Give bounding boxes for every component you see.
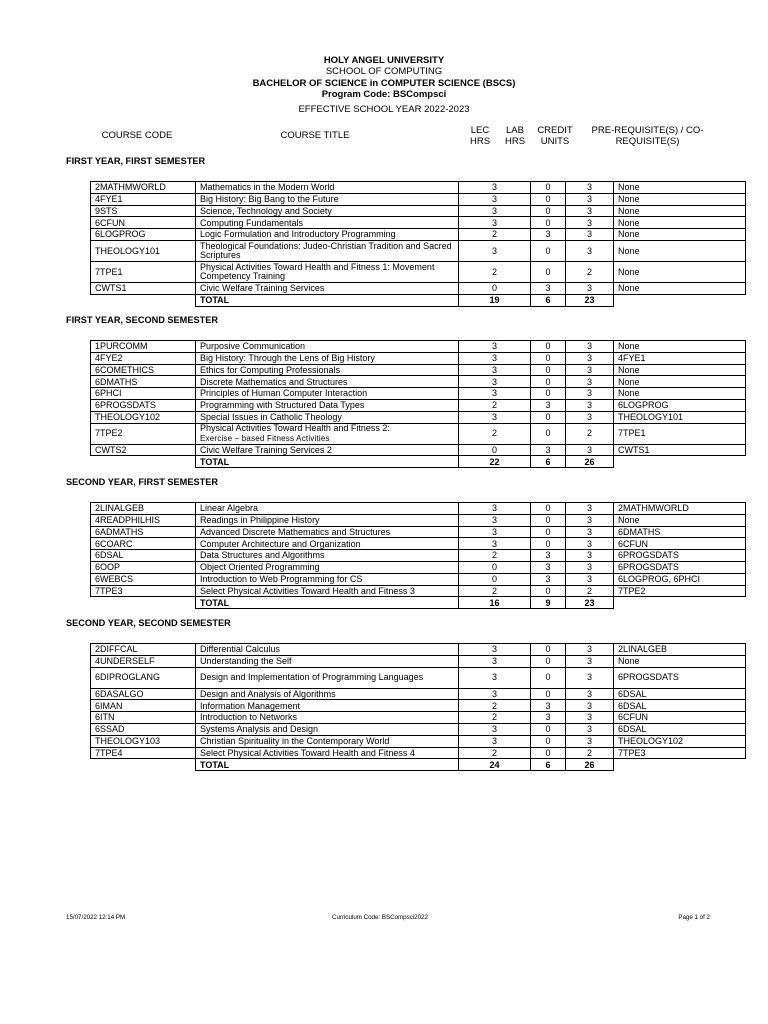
prerequisite: None (614, 655, 746, 667)
total-label: TOTAL (196, 456, 459, 468)
course-code: 6SSAD (91, 723, 196, 735)
total-row (91, 759, 746, 771)
course-title-main: Physical Activities Toward Health and Fitness 2: (200, 423, 390, 434)
course-title: Design and Analysis of Algorithms (196, 688, 459, 700)
prerequisite: 6DSAL (614, 723, 746, 735)
lab-hrs: 0 (531, 376, 566, 388)
course-title: Computer Architecture and Organization (196, 538, 459, 550)
course-title: Differential Calculus (196, 644, 459, 656)
total-units: 26 (566, 456, 614, 468)
course-row (91, 376, 746, 388)
lab-hrs: 0 (531, 352, 566, 364)
course-row (91, 667, 746, 688)
total-lab: 6 (531, 456, 566, 468)
course-code: 6LOGPROG (91, 229, 196, 241)
prerequisite: 6PROGSDATS (614, 550, 746, 562)
lec-hrs: 2 (459, 585, 531, 597)
lab-hrs: 0 (531, 261, 566, 282)
total-spacer (614, 294, 746, 306)
lab-hrs: 0 (531, 503, 566, 515)
credit-units: 3 (566, 217, 614, 229)
lab-hrs: 0 (531, 644, 566, 656)
course-row (91, 735, 746, 747)
credit-units: 3 (566, 282, 614, 294)
credit-units: 3 (566, 644, 614, 656)
course-title: Science, Technology and Society (196, 205, 459, 217)
course-row (91, 364, 746, 376)
course-row (91, 217, 746, 229)
footer-datetime: 15/07/2022 12:14 PM (66, 914, 126, 921)
lec-hrs: 3 (459, 352, 531, 364)
column-headers (0, 125, 768, 149)
lec-hrs: 0 (459, 573, 531, 585)
lab-hrs: 3 (531, 444, 566, 456)
course-row (91, 688, 746, 700)
course-table (90, 643, 746, 771)
semester-title: FIRST YEAR, FIRST SEMESTER (66, 156, 206, 166)
total-lec: 16 (459, 597, 531, 609)
lab-hrs: 3 (531, 573, 566, 585)
credit-units: 3 (566, 688, 614, 700)
course-title: Purposive Communication (196, 341, 459, 353)
lab-hrs: 0 (531, 585, 566, 597)
prerequisite: 6PROGSDATS (614, 561, 746, 573)
course-title: Big History: Big Bang to the Future (196, 193, 459, 205)
credit-units: 2 (566, 747, 614, 759)
prerequisite: None (614, 205, 746, 217)
course-title (196, 423, 459, 444)
credit-units: 2 (566, 423, 614, 444)
lab-hrs: 0 (531, 688, 566, 700)
total-label: TOTAL (196, 597, 459, 609)
prerequisite: None (614, 282, 746, 294)
course-code: THEOLOGY101 (91, 240, 196, 261)
total-spacer (91, 456, 196, 468)
lab-hrs: 0 (531, 182, 566, 194)
course-row (91, 747, 746, 759)
lec-hrs: 3 (459, 644, 531, 656)
lec-hrs: 0 (459, 444, 531, 456)
lab-hrs: 3 (531, 712, 566, 724)
prerequisite: 6PROGSDATS (614, 667, 746, 688)
course-title: Computing Fundamentals (196, 217, 459, 229)
lab-hrs: 0 (531, 341, 566, 353)
course-title-sub: Exercise – based Fitness Activities (200, 433, 330, 443)
course-row (91, 193, 746, 205)
prerequisite: None (614, 341, 746, 353)
course-title: Physical Activities Toward Health and Fitness 1: Movement Competency Training (196, 261, 459, 282)
course-title: Mathematics in the Modern World (196, 182, 459, 194)
total-units: 23 (566, 597, 614, 609)
lec-hrs: 3 (459, 240, 531, 261)
col-lec-hrs: LEC HRS (469, 125, 491, 147)
course-row (91, 240, 746, 261)
lec-hrs: 3 (459, 364, 531, 376)
total-spacer (614, 759, 746, 771)
credit-units: 3 (566, 364, 614, 376)
credit-units: 3 (566, 700, 614, 712)
prerequisite: None (614, 388, 746, 400)
total-spacer (91, 597, 196, 609)
course-title: Special Issues in Catholic Theology (196, 411, 459, 423)
total-units: 23 (566, 294, 614, 306)
credit-units: 3 (566, 573, 614, 585)
credit-units: 3 (566, 388, 614, 400)
course-title: Systems Analysis and Design (196, 723, 459, 735)
credit-units: 3 (566, 667, 614, 688)
prerequisite: 4FYE1 (614, 352, 746, 364)
total-row (91, 456, 746, 468)
total-label: TOTAL (196, 759, 459, 771)
school-name: SCHOOL OF COMPUTING (325, 66, 443, 78)
course-row (91, 655, 746, 667)
total-row (91, 597, 746, 609)
lab-hrs: 0 (531, 514, 566, 526)
total-spacer (91, 759, 196, 771)
semester-title: SECOND YEAR, SECOND SEMESTER (66, 618, 231, 628)
prerequisite: 7TPE2 (614, 585, 746, 597)
footer-page-number: Page 1 of 2 (678, 914, 710, 921)
course-code: 6COARC (91, 538, 196, 550)
document-header (0, 55, 768, 115)
course-row (91, 205, 746, 217)
lec-hrs: 3 (459, 341, 531, 353)
total-lab: 6 (531, 759, 566, 771)
lec-hrs: 2 (459, 550, 531, 562)
col-course-title: COURSE TITLE (280, 130, 350, 141)
col-prerequisites: PRE-REQUISITE(S) / CO- REQUISITE(S) (591, 125, 704, 147)
course-row (91, 573, 746, 585)
course-row (91, 352, 746, 364)
course-code: 6ITN (91, 712, 196, 724)
course-title: Christian Spirituality in the Contemporary World (196, 735, 459, 747)
course-title: Select Physical Activities Toward Health and Fitness 4 (196, 747, 459, 759)
total-spacer (614, 456, 746, 468)
course-code: 4FYE2 (91, 352, 196, 364)
course-title: Discrete Mathematics and Structures (196, 376, 459, 388)
credit-units: 3 (566, 240, 614, 261)
total-spacer (614, 597, 746, 609)
course-code: 7TPE3 (91, 585, 196, 597)
lec-hrs: 3 (459, 526, 531, 538)
prerequisite: 6DSAL (614, 700, 746, 712)
credit-units: 3 (566, 399, 614, 411)
total-units: 26 (566, 759, 614, 771)
lec-hrs: 3 (459, 193, 531, 205)
course-title: Theological Foundations: Judeo-Christian Tradition and Sacred Scriptures (196, 240, 459, 261)
course-title: Introduction to Web Programming for CS (196, 573, 459, 585)
prerequisite: 6CFUN (614, 712, 746, 724)
lab-hrs: 0 (531, 388, 566, 400)
course-code: 6CFUN (91, 217, 196, 229)
lec-hrs: 2 (459, 712, 531, 724)
prerequisite: 6DMATHS (614, 526, 746, 538)
prerequisite: None (614, 182, 746, 194)
lec-hrs: 3 (459, 205, 531, 217)
course-row (91, 712, 746, 724)
lec-hrs: 3 (459, 723, 531, 735)
course-code: THEOLOGY102 (91, 411, 196, 423)
credit-units: 3 (566, 376, 614, 388)
course-code: 6DSAL (91, 550, 196, 562)
credit-units: 3 (566, 444, 614, 456)
credit-units: 3 (566, 341, 614, 353)
lab-hrs: 3 (531, 229, 566, 241)
prerequisite: CWTS1 (614, 444, 746, 456)
course-row (91, 526, 746, 538)
prerequisite: THEOLOGY102 (614, 735, 746, 747)
lec-hrs: 3 (459, 538, 531, 550)
course-code: 6PHCI (91, 388, 196, 400)
lab-hrs: 0 (531, 538, 566, 550)
course-code: 6DMATHS (91, 376, 196, 388)
lab-hrs: 3 (531, 561, 566, 573)
program-code: Program Code: BSCompsci (321, 88, 447, 100)
course-title: Advanced Discrete Mathematics and Structures (196, 526, 459, 538)
course-code: 6PROGSDATS (91, 399, 196, 411)
lec-hrs: 3 (459, 503, 531, 515)
prerequisite: None (614, 240, 746, 261)
lab-hrs: 3 (531, 282, 566, 294)
course-code: 2DIFFCAL (91, 644, 196, 656)
course-title: Readings in Philippine History (196, 514, 459, 526)
lec-hrs: 3 (459, 655, 531, 667)
prerequisite: 7TPE1 (614, 423, 746, 444)
credit-units: 3 (566, 526, 614, 538)
course-title: Select Physical Activities Toward Health and Fitness 3 (196, 585, 459, 597)
course-code: 4UNDERSELF (91, 655, 196, 667)
credit-units: 3 (566, 514, 614, 526)
lec-hrs: 3 (459, 376, 531, 388)
course-code: 2MATHMWORLD (91, 182, 196, 194)
course-code: 6COMETHICS (91, 364, 196, 376)
course-row (91, 585, 746, 597)
course-table (90, 181, 746, 307)
prerequisite: None (614, 514, 746, 526)
course-title: Principles of Human Computer Interaction (196, 388, 459, 400)
course-row (91, 388, 746, 400)
course-row (91, 261, 746, 282)
program-name: BACHELOR OF SCIENCE in COMPUTER SCIENCE (BSCS) (252, 77, 516, 89)
credit-units: 3 (566, 723, 614, 735)
credit-units: 3 (566, 538, 614, 550)
credit-units: 3 (566, 712, 614, 724)
credit-units: 3 (566, 735, 614, 747)
lab-hrs: 0 (531, 735, 566, 747)
lab-hrs: 0 (531, 423, 566, 444)
course-code: 1PURCOMM (91, 341, 196, 353)
course-code: 2LINALGEB (91, 503, 196, 515)
prerequisite: None (614, 217, 746, 229)
lec-hrs: 3 (459, 182, 531, 194)
semester-title: SECOND YEAR, FIRST SEMESTER (66, 477, 218, 487)
course-title: Introduction to Networks (196, 712, 459, 724)
lec-hrs: 3 (459, 388, 531, 400)
credit-units: 3 (566, 182, 614, 194)
lab-hrs: 0 (531, 411, 566, 423)
course-code: 4READPHILHIS (91, 514, 196, 526)
lab-hrs: 0 (531, 667, 566, 688)
course-code: 4FYE1 (91, 193, 196, 205)
total-lec: 22 (459, 456, 531, 468)
total-label: TOTAL (196, 294, 459, 306)
course-table (90, 502, 746, 609)
course-row (91, 538, 746, 550)
lec-hrs: 2 (459, 261, 531, 282)
total-spacer (91, 294, 196, 306)
footer-curriculum-code: Curriculum Code: BSCompsci2022 (332, 914, 428, 921)
course-code: 7TPE1 (91, 261, 196, 282)
course-row (91, 503, 746, 515)
course-row (91, 423, 746, 444)
university-name: HOLY ANGEL UNIVERSITY (323, 55, 445, 66)
lec-hrs: 0 (459, 561, 531, 573)
lec-hrs: 0 (459, 282, 531, 294)
lab-hrs: 0 (531, 526, 566, 538)
lec-hrs: 2 (459, 399, 531, 411)
lab-hrs: 0 (531, 364, 566, 376)
lab-hrs: 0 (531, 217, 566, 229)
total-lec: 24 (459, 759, 531, 771)
credit-units: 3 (566, 503, 614, 515)
course-title: Programming with Structured Data Types (196, 399, 459, 411)
course-title: Design and Implementation of Programming Languages (196, 667, 459, 688)
col-course-code: COURSE CODE (101, 130, 173, 141)
course-title: Big History: Through the Lens of Big History (196, 352, 459, 364)
lec-hrs: 2 (459, 700, 531, 712)
lab-hrs: 3 (531, 700, 566, 712)
course-table (90, 340, 746, 468)
total-lab: 9 (531, 597, 566, 609)
credit-units: 3 (566, 411, 614, 423)
course-code: 7TPE2 (91, 423, 196, 444)
lec-hrs: 3 (459, 667, 531, 688)
lec-hrs: 2 (459, 423, 531, 444)
course-title: Logic Formulation and Introductory Programming (196, 229, 459, 241)
course-code: 6WEBCS (91, 573, 196, 585)
col-lab-hrs: LAB HRS (504, 125, 526, 147)
course-code: CWTS1 (91, 282, 196, 294)
prerequisite: 7TPE3 (614, 747, 746, 759)
course-title: Ethics for Computing Professionals (196, 364, 459, 376)
prerequisite: 6LOGPROG, 6PHCI (614, 573, 746, 585)
course-code: 6IMAN (91, 700, 196, 712)
lec-hrs: 3 (459, 514, 531, 526)
lec-hrs: 2 (459, 747, 531, 759)
effective-year: EFFECTIVE SCHOOL YEAR 2022-2023 (298, 104, 470, 116)
course-row (91, 282, 746, 294)
lab-hrs: 3 (531, 550, 566, 562)
course-row (91, 229, 746, 241)
course-row (91, 723, 746, 735)
course-code: 6ADMATHS (91, 526, 196, 538)
prerequisite: 2LINALGEB (614, 644, 746, 656)
lec-hrs: 3 (459, 411, 531, 423)
credit-units: 3 (566, 229, 614, 241)
prerequisite: 6DSAL (614, 688, 746, 700)
course-row (91, 700, 746, 712)
course-row (91, 411, 746, 423)
prerequisite: None (614, 364, 746, 376)
prerequisite: None (614, 376, 746, 388)
lab-hrs: 0 (531, 723, 566, 735)
course-title: Linear Algebra (196, 503, 459, 515)
course-title: Data Structures and Algorithms (196, 550, 459, 562)
credit-units: 3 (566, 655, 614, 667)
semester-title: FIRST YEAR, SECOND SEMESTER (66, 315, 218, 325)
lec-hrs: 3 (459, 735, 531, 747)
credit-units: 3 (566, 561, 614, 573)
course-row (91, 341, 746, 353)
course-title: Object Oriented Programming (196, 561, 459, 573)
course-row (91, 550, 746, 562)
course-code: 9STS (91, 205, 196, 217)
lec-hrs: 3 (459, 217, 531, 229)
lab-hrs: 0 (531, 240, 566, 261)
prerequisite: 6LOGPROG (614, 399, 746, 411)
course-row (91, 514, 746, 526)
course-title: Civic Welfare Training Services (196, 282, 459, 294)
credit-units: 2 (566, 261, 614, 282)
total-lec: 19 (459, 294, 531, 306)
lec-hrs: 3 (459, 688, 531, 700)
credit-units: 3 (566, 550, 614, 562)
course-code: 6DIPROGLANG (91, 667, 196, 688)
course-code: 7TPE4 (91, 747, 196, 759)
credit-units: 3 (566, 352, 614, 364)
course-code: 6OOP (91, 561, 196, 573)
lab-hrs: 0 (531, 747, 566, 759)
course-title: Civic Welfare Training Services 2 (196, 444, 459, 456)
course-code: 6DASALGO (91, 688, 196, 700)
prerequisite: 6CFUN (614, 538, 746, 550)
prerequisite: THEOLOGY101 (614, 411, 746, 423)
lab-hrs: 0 (531, 655, 566, 667)
course-code: THEOLOGY103 (91, 735, 196, 747)
lab-hrs: 0 (531, 193, 566, 205)
lec-hrs: 2 (459, 229, 531, 241)
lab-hrs: 0 (531, 205, 566, 217)
credit-units: 3 (566, 193, 614, 205)
credit-units: 3 (566, 205, 614, 217)
course-code: CWTS2 (91, 444, 196, 456)
credit-units: 2 (566, 585, 614, 597)
course-row (91, 644, 746, 656)
course-row (91, 561, 746, 573)
prerequisite: 2MATHMWORLD (614, 503, 746, 515)
course-title: Information Management (196, 700, 459, 712)
course-row (91, 182, 746, 194)
prerequisite: None (614, 229, 746, 241)
col-credit-units: CREDIT UNITS (537, 125, 573, 147)
total-lab: 6 (531, 294, 566, 306)
prerequisite: None (614, 261, 746, 282)
course-title: Understanding the Self (196, 655, 459, 667)
course-row (91, 399, 746, 411)
total-row (91, 294, 746, 306)
course-row (91, 444, 746, 456)
lab-hrs: 3 (531, 399, 566, 411)
prerequisite: None (614, 193, 746, 205)
